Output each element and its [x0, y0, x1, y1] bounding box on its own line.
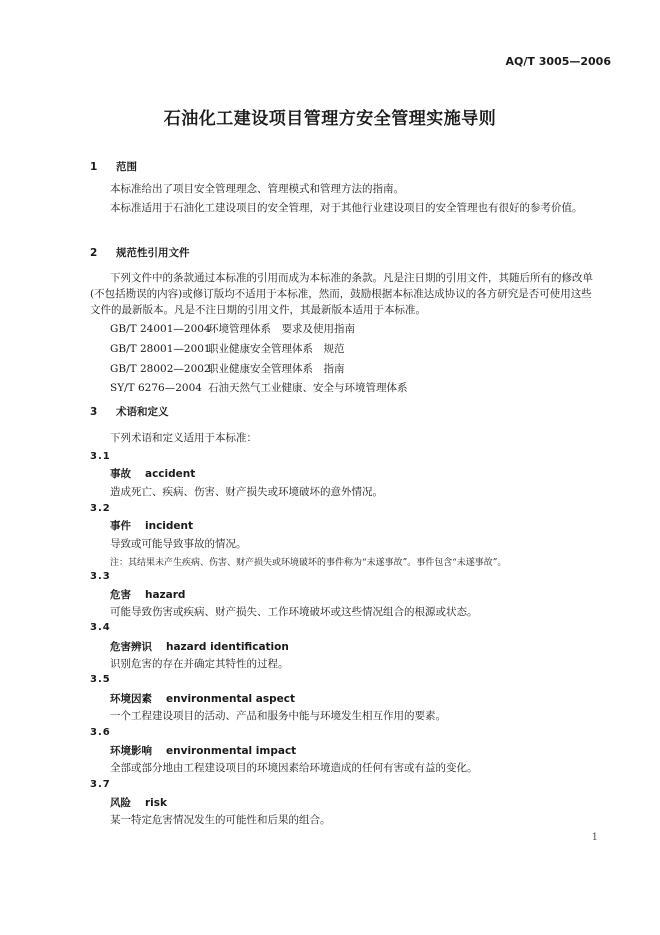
term-en: environmental aspect	[166, 693, 296, 705]
clause-number: 3.6	[90, 727, 111, 738]
term-definition: 识别危害的存在并确定其特性的过程。	[110, 658, 289, 670]
section-title: 范围	[116, 161, 137, 173]
term-definition: 一个工程建设项目的活动、产品和服务中能与环境发生相互作用的要素。	[110, 710, 446, 722]
section-number: 3	[90, 406, 98, 418]
clause-number: 3.1	[90, 451, 111, 462]
term-en: risk	[145, 797, 168, 809]
section-heading-terms	[90, 404, 169, 419]
term-zh: 事件	[110, 520, 131, 532]
term-definition: 可能导致伤害或疾病、财产损失、工作环境破坏或这些情况组合的根源或状态。	[110, 606, 478, 618]
term-definition: 造成死亡、疾病、伤害、财产损失或环境破坏的意外情况。	[110, 486, 383, 498]
clause-number: 3.5	[90, 674, 111, 685]
term-definition: 全部或部分地由工程建设项目的环境因素给环境造成的任何有害或有益的变化。	[110, 762, 478, 774]
clause-number: 3.4	[90, 622, 111, 633]
reference-title: 石油天然气工业健康、安全与环境管理体系	[208, 382, 408, 394]
section-title: 规范性引用文件	[116, 247, 190, 259]
section-heading-scope	[90, 159, 137, 174]
term-heading	[110, 587, 185, 602]
term-zh: 环境因素	[110, 693, 152, 705]
term-heading	[110, 639, 289, 654]
term-zh: 事故	[110, 468, 131, 480]
standard-number: AQ/T 3005—2006	[505, 55, 611, 68]
reference-title: 职业健康安全管理体系 指南	[208, 363, 345, 375]
term-en: hazard identification	[166, 641, 289, 653]
term-heading	[110, 691, 295, 706]
clause-number: 3.2	[90, 503, 111, 514]
section-heading-normative	[90, 245, 190, 260]
reference-title: 环境管理体系 要求及使用指南	[208, 323, 355, 335]
term-en: incident	[145, 520, 194, 532]
scope-paragraph-2: 本标准适用于石油化工建设项目的安全管理，对于其他行业建设项目的安全管理也有很好的参考价值。	[110, 202, 583, 214]
term-heading	[110, 795, 167, 810]
page-number: 1	[591, 832, 598, 843]
section-number: 1	[90, 161, 98, 173]
term-zh: 危害	[110, 589, 131, 601]
term-heading	[110, 518, 193, 533]
terms-intro: 下列术语和定义适用于本标准：	[110, 432, 257, 444]
reference-item	[110, 361, 345, 377]
reference-code: GB/T 28002—2002	[110, 363, 211, 375]
reference-code: GB/T 24001—2004	[110, 323, 211, 335]
term-note: 注：其结果未产生疾病、伤害、财产损失或环境破坏的事件称为“未遂事故”。事件包含“未遂事故”。	[110, 558, 507, 568]
term-en: hazard	[145, 589, 186, 601]
term-en: environmental impact	[166, 745, 297, 757]
normative-paragraph: 下列文件中的条款通过本标准的引用而成为本标准的条款。凡是注日期的引用文件，其随后所有的修改单(不包括勘误的内容)或修订版均不适用于本标准，然而，鼓励根据本标准达成协议的各方研究是否可使用这些文件的最新版本。凡是不注日期的引用文件，其最新版本适用于本标准。	[90, 272, 593, 316]
reference-title: 职业健康安全管理体系 规范	[208, 343, 345, 355]
term-zh: 风险	[110, 797, 131, 809]
scope-paragraph-1: 本标准给出了项目安全管理理念、管理模式和管理方法的指南。	[110, 183, 404, 195]
term-heading	[110, 743, 296, 758]
section-title: 术语和定义	[116, 406, 169, 418]
clause-number: 3.7	[90, 779, 111, 790]
page-title: 石油化工建设项目管理方安全管理实施导则	[163, 109, 497, 129]
reference-item	[110, 341, 345, 357]
reference-code: SY/T 6276—2004	[110, 382, 202, 394]
term-heading	[110, 466, 195, 481]
clause-number: 3.3	[90, 571, 111, 582]
term-definition: 导致或可能导致事故的情况。	[110, 538, 247, 550]
term-zh: 危害辨识	[110, 641, 152, 653]
reference-item	[110, 380, 408, 396]
reference-code: GB/T 28001—2001	[110, 343, 211, 355]
term-definition: 某一特定危害情况发生的可能性和后果的组合。	[110, 814, 331, 826]
term-en: accident	[145, 468, 196, 480]
section-number: 2	[90, 247, 98, 259]
term-zh: 环境影响	[110, 745, 152, 757]
reference-item	[110, 321, 355, 337]
